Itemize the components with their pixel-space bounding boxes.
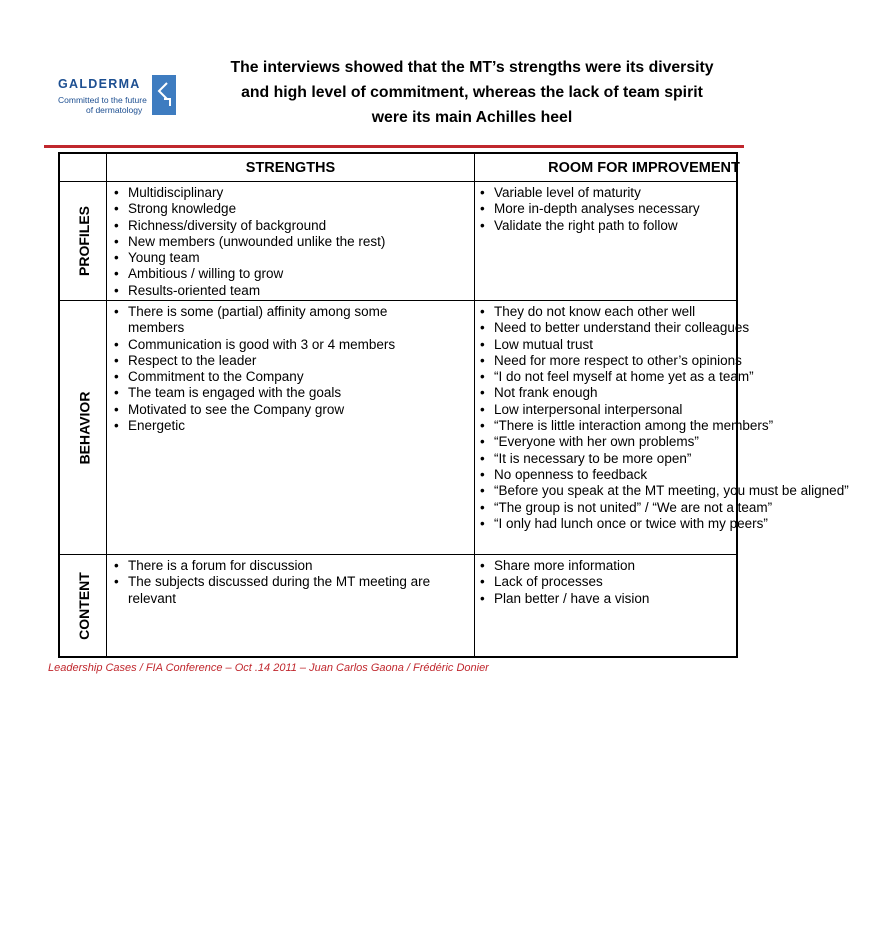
list-item: • The team is engaged with the goals [112,385,472,401]
logo-tagline: of dermatology [86,105,143,115]
list-item: • Not frank enough [478,385,734,401]
title-line: The interviews showed that the MT’s strengths were its diversity [230,59,714,76]
list-item: • “I only had lunch once or twice with my peers” [478,516,734,532]
list-item: • Ambitious / willing to grow [112,266,472,282]
list-item: • Validate the right path to follow [478,218,734,234]
column-divider [474,154,475,656]
list-item: • Need for more respect to other’s opinions [478,353,734,369]
row-divider [60,300,736,301]
list-item: • The subjects discussed during the MT meeting are relevant [112,574,472,607]
list-item: • Multidisciplinary [112,185,472,201]
list-item: • Low interpersonal interpersonal [478,402,734,418]
title-line: and high level of commitment, whereas the lack of team spirit [241,84,703,101]
logo-mark-icon [152,75,176,115]
list-item: • “The group is not united” / “We are not a team” [478,500,734,516]
list-item: • Need to better understand their colleagues [478,320,734,336]
list-item: • There is a forum for discussion [112,558,472,574]
title-line: were its main Achilles heel [371,109,573,126]
list-item: • Energetic [112,418,472,434]
list-item: • There is some (partial) affinity among some members [112,304,428,337]
behavior-strengths-cell [112,304,472,434]
behavior-improvement-cell [478,304,849,532]
profiles-improvement-cell [478,185,734,234]
list-item: • “Before you speak at the MT meeting, you must be aligned” [478,483,894,499]
list-item: • “It is necessary to be more open” [478,451,734,467]
list-item: • More in-depth analyses necessary [478,201,734,217]
footer-credit: Leadership Cases / FIA Conference – Oct .14 2011 – Juan Carlos Gaona / Frédéric Donier [48,662,489,674]
list-item: • No openness to feedback [478,467,734,483]
list-item: • Strong knowledge [112,201,472,217]
list-item: • Richness/diversity of background [112,218,472,234]
title-divider [44,145,744,148]
list-item: • Results-oriented team [112,283,472,299]
logo-wordmark: GALDERMA [58,77,141,91]
list-item: • Young team [112,250,472,266]
list-item: • They do not know each other well [478,304,734,320]
list-item: • Lack of processes [478,574,734,590]
column-header-improvement: ROOM FOR IMPROVEMENT [548,160,740,176]
list-item: • “I do not feel myself at home yet as a team” [478,369,734,385]
list-item: • Low mutual trust [478,337,734,353]
column-header-strengths: STRENGTHS [245,160,336,176]
list-item: • New members (unwounded unlike the rest) [112,234,472,250]
logo-tagline: Committed to the future [58,95,147,105]
list-item: • “Everyone with her own problems” [478,434,734,450]
content-improvement-cell [478,558,734,607]
list-item: • Variable level of maturity [478,185,734,201]
list-item: • Commitment to the Company [112,369,472,385]
analysis-table [58,152,849,658]
column-divider [106,154,107,656]
content-strengths-cell [112,558,472,607]
row-label-profiles: PROFILES [76,205,93,277]
profiles-strengths-cell [112,185,472,299]
galderma-logo [56,75,176,123]
row-label-behavior: BEHAVIOR [76,391,93,464]
list-item: • Motivated to see the Company grow [112,402,472,418]
list-item: • Respect to the leader [112,353,472,369]
list-item: • “There is little interaction among the members” [478,418,734,434]
list-item: • Plan better / have a vision [478,591,734,607]
row-divider [60,554,736,555]
page-title [192,55,752,130]
row-label-content: CONTENT [76,571,93,640]
list-item: • Communication is good with 3 or 4 members [112,337,472,353]
list-item: • Share more information [478,558,734,574]
